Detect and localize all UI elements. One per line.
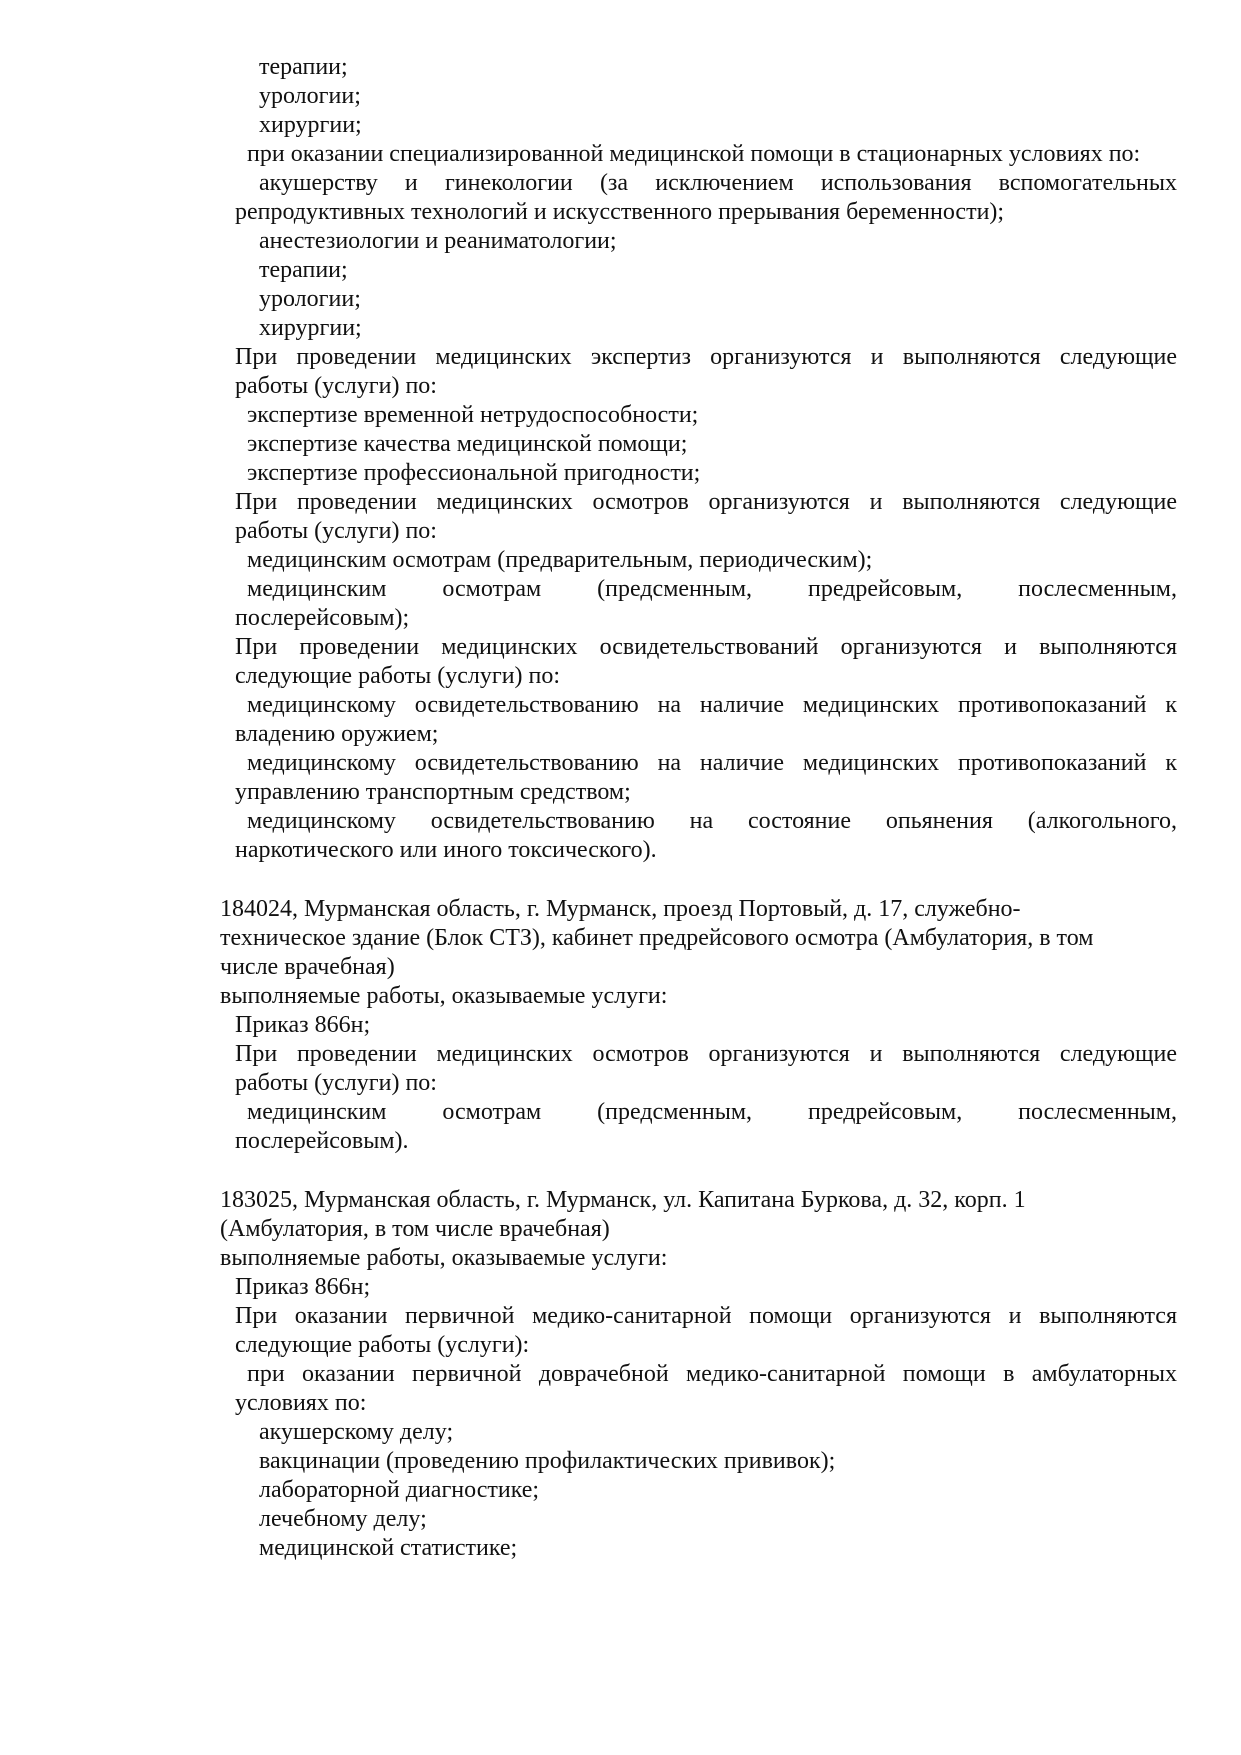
- text-line: 183025, Мурманская область, г. Мурманск, ул. Капитана Буркова, д. 32, корп. 1: [220, 1187, 1026, 1213]
- text-line: (Амбулатория, в том числе врачебная): [220, 1216, 610, 1242]
- text-line: медицинским осмотрам (предварительным, периодическим);: [247, 547, 873, 573]
- text-line: акушерскому делу;: [259, 1419, 454, 1445]
- text-line: следующие работы (услуги):: [235, 1332, 530, 1358]
- text-line: наркотического или иного токсического).: [235, 837, 657, 863]
- text-line: медицинскому освидетельствованию на наличие медицинских противопоказаний к: [247, 750, 1177, 776]
- text-line: управлению транспортным средством;: [235, 779, 631, 805]
- text-line: условиях по:: [235, 1390, 367, 1416]
- text-line: числе врачебная): [220, 954, 395, 980]
- text-line: медицинским осмотрам (предсменным, предрейсовым, послесменным,: [247, 576, 1177, 602]
- text-line: терапии;: [259, 54, 348, 80]
- text-line: работы (услуги) по:: [235, 1070, 437, 1096]
- text-line: техническое здание (Блок СТЗ), кабинет предрейсового осмотра (Амбулатория, в том: [220, 925, 1094, 951]
- text-line: медицинскому освидетельствованию на состояние опьянения (алкогольного,: [247, 808, 1177, 834]
- text-line: хирургии;: [259, 112, 362, 138]
- text-line: экспертизе качества медицинской помощи;: [247, 431, 688, 457]
- text-line: лечебному делу;: [259, 1506, 427, 1532]
- text-line: акушерству и гинекологии (за исключением использования вспомогательных: [259, 170, 1177, 196]
- text-line: вакцинации (проведению профилактических прививок);: [259, 1448, 836, 1474]
- text-line: При проведении медицинских освидетельствований организуются и выполняются: [235, 634, 1177, 660]
- text-line: лабораторной диагностике;: [259, 1477, 540, 1503]
- text-line: владению оружием;: [235, 721, 439, 747]
- text-line: урологии;: [259, 83, 361, 109]
- text-line: При проведении медицинских экспертиз организуются и выполняются следующие: [235, 344, 1177, 370]
- text-line: работы (услуги) по:: [235, 373, 437, 399]
- text-line: при оказании специализированной медицинской помощи в стационарных условиях по:: [247, 141, 1141, 167]
- text-line: следующие работы (услуги) по:: [235, 663, 561, 689]
- text-line: послерейсовым).: [235, 1128, 409, 1154]
- text-line: Приказ 866н;: [235, 1274, 371, 1300]
- text-line: медицинским осмотрам (предсменным, предрейсовым, послесменным,: [247, 1099, 1177, 1125]
- text-line: При оказании первичной медико-санитарной помощи организуются и выполняются: [235, 1303, 1177, 1329]
- text-line: выполняемые работы, оказываемые услуги:: [220, 1245, 668, 1271]
- text-line: экспертизе профессиональной пригодности;: [247, 460, 701, 486]
- text-line: медицинскому освидетельствованию на наличие медицинских противопоказаний к: [247, 692, 1177, 718]
- text-line: при оказании первичной доврачебной медико-санитарной помощи в амбулаторных: [247, 1361, 1177, 1387]
- text-line: медицинской статистике;: [259, 1535, 518, 1561]
- text-line: терапии;: [259, 257, 348, 283]
- text-line: послерейсовым);: [235, 605, 410, 631]
- text-line: хирургии;: [259, 315, 362, 341]
- text-line: При проведении медицинских осмотров организуются и выполняются следующие: [235, 1041, 1177, 1067]
- text-line: репродуктивных технологий и искусственного прерывания беременности);: [235, 199, 1005, 225]
- text-line: урологии;: [259, 286, 361, 312]
- text-line: анестезиологии и реаниматологии;: [259, 228, 617, 254]
- text-line: работы (услуги) по:: [235, 518, 437, 544]
- text-line: экспертизе временной нетрудоспособности;: [247, 402, 699, 428]
- text-line: 184024, Мурманская область, г. Мурманск, проезд Портовый, д. 17, служебно-: [220, 896, 1021, 922]
- text-line: выполняемые работы, оказываемые услуги:: [220, 983, 668, 1009]
- text-line: Приказ 866н;: [235, 1012, 371, 1038]
- text-line: При проведении медицинских осмотров организуются и выполняются следующие: [235, 489, 1177, 515]
